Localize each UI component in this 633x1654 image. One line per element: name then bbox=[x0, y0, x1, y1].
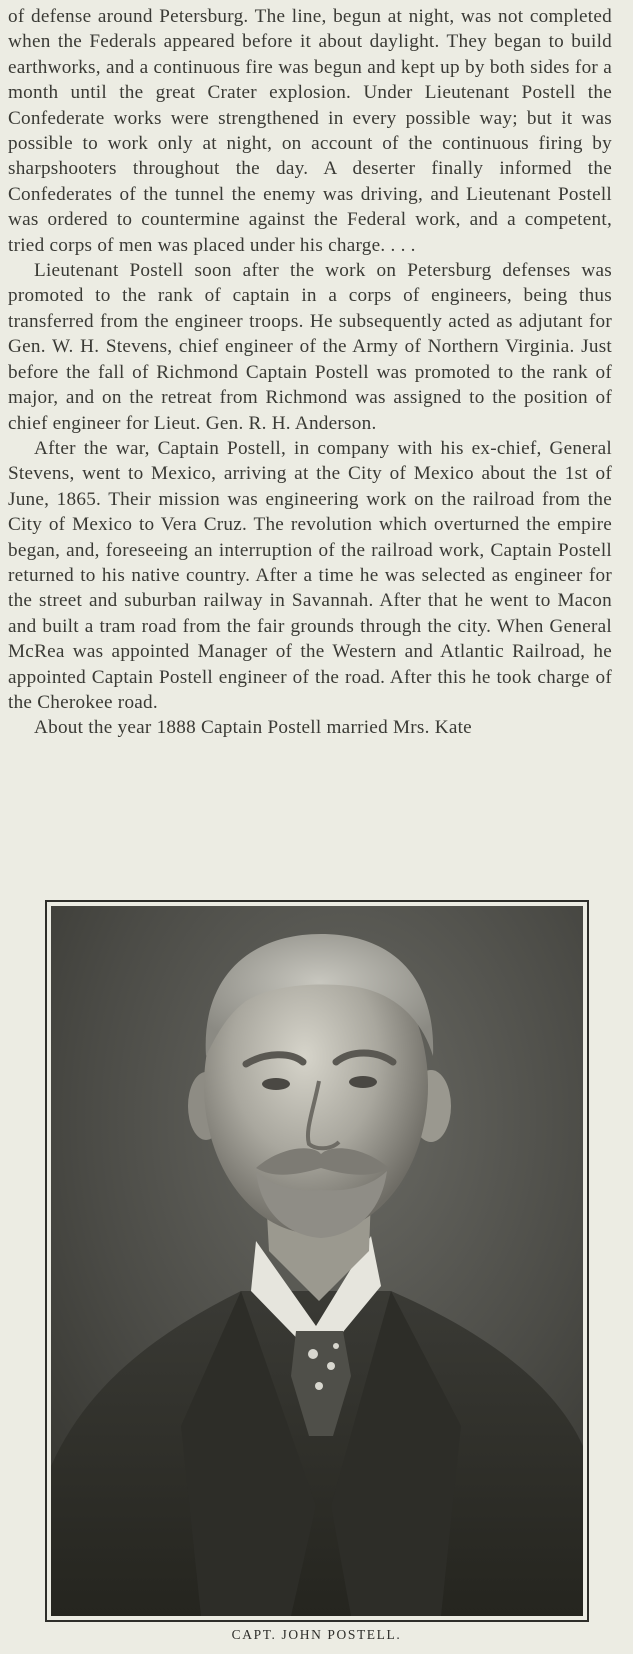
paragraph-1: of defense around Petersburg. The line, begun at night, was not completed when the Federals appeared before it about daylight. They began to build earthworks, and a continuous fire was begun and kept up by both sides for a month until the great Crater explosion. Under Lieutenant Postell the Confederate works were strengthened in every possible way; but it was possible to work only at night, on account of the continuous firing by sharpshooters throughout the day. A deserter finally informed the Confederates of the tunnel the enemy was driving, and Lieutenant Postell was ordered to countermine against the Federal work, and a competent, tried corps of men was placed under his charge. . . . bbox=[8, 6, 612, 256]
paragraph-3: After the war, Captain Postell, in company with his ex-chief, General Stevens, went to Mexico, arriving at the City of Mexico about the 1st of June, 1865. Their mission was engineering work on the railroad from the City of Mexico to Vera Cruz. The revolution which overturned the empire began, and, foreseeing an interruption of the railroad work, Captain Postell returned to his native country. After a time he was selected as engineer for the street and suburban railway in Savannah. After that he went to Macon and built a tram road from the fair grounds through the city. When General McRea was appointed Manager of the Western and Atlantic Railroad, he appointed Captain Postell engineer of the road. After this he took charge of the Cherokee road. bbox=[8, 437, 612, 713]
portrait-photo bbox=[51, 906, 583, 1616]
paragraph-4: About the year 1888 Captain Postell married Mrs. Kate bbox=[34, 717, 472, 739]
portrait-frame bbox=[45, 900, 589, 1622]
paragraph-2: Lieutenant Postell soon after the work on Petersburg defenses was promoted to the rank of captain in a corps of engineers, being thus transferred from the engineer troops. He subsequently acted as adjutant for Gen. W. H. Stevens, chief engineer of the Army of Northern Virginia. Just before the fall of Richmond Captain Postell was promoted to the rank of major, and on the retreat from Richmond was assigned to the position of chief engineer for Lieut. Gen. R. H. Anderson. bbox=[8, 260, 612, 434]
portrait-caption: CAPT. JOHN POSTELL. bbox=[231, 1627, 402, 1642]
article-text bbox=[8, 4, 612, 741]
portrait-illustration bbox=[51, 906, 583, 1616]
